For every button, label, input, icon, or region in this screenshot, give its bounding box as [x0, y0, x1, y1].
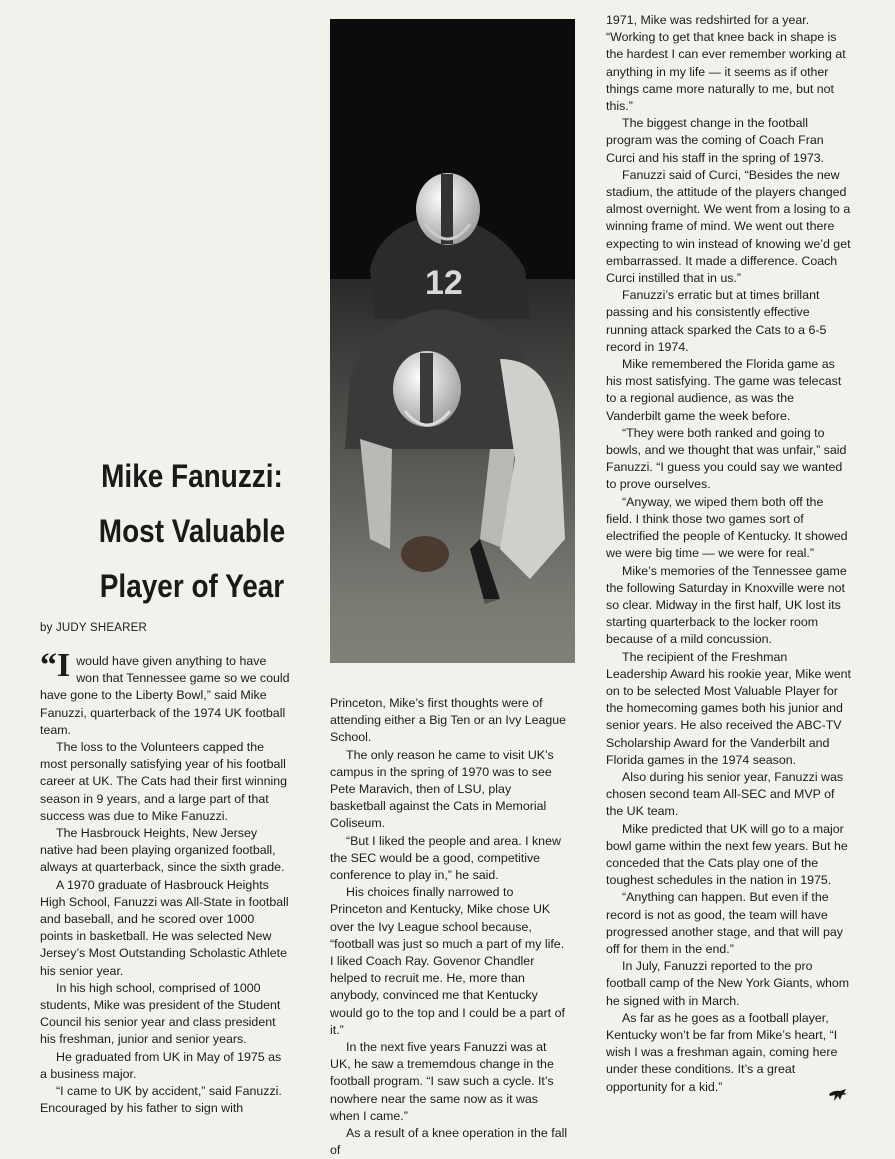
article-column-2: [330, 695, 568, 1159]
byline: by JUDY SHEARER: [40, 622, 147, 634]
headline: [80, 449, 304, 614]
headline-line-1: Mike Fanuzzi:: [101, 458, 283, 494]
headline-line-2: Most Valuable: [98, 513, 286, 549]
paragraph: In his high school, comprised of 1000 students, Mike was president of the Student Council his senior year and class president his freshman, junior and senior years.: [40, 980, 281, 1047]
paragraph: The Hasbrouck Heights, New Jersey native had been playing organized football, always at quarterback, since the sixth grade.: [40, 826, 285, 875]
football-players-image: [330, 19, 575, 663]
paragraph: Mike remembered the Florida game as his most satisfying. The game was telecast to a regional audience, as was the Vanderbilt game the week before.: [606, 357, 842, 423]
svg-text:12: 12: [425, 264, 463, 302]
paragraph: The biggest change in the football program was the coming of Coach Fran Curci and his staff in the spring of 1973.: [606, 116, 825, 165]
headline-line-3: Player of Year: [99, 568, 285, 604]
paragraph: He graduated from UK in May of 1975 as a business major.: [40, 1049, 282, 1081]
end-mark-icon: [828, 1088, 848, 1107]
paragraph: Also during his senior year, Fanuzzi was chosen second team All-SEC and MVP of the UK team.: [606, 769, 844, 819]
paragraph: 1971, Mike was redshirted for a year. “Working to get that knee back in shape is the hardest I can ever remember working at anything in my life — it seems as if other things came more naturally to me, but not this.”: [606, 13, 846, 114]
paragraph: In July, Fanuzzi reported to the pro football camp of the New York Giants, whom he signed with in March.: [606, 959, 850, 1008]
paragraph: The loss to the Volunteers capped the most personally satisfying year of his football career at UK. The Cats had their first winning season in 9 years, and a large part of that success was due to Mike Fanuzzi.: [40, 740, 288, 823]
wildcat-end-icon: [828, 1088, 848, 1102]
paragraph: In the next five years Fanuzzi was at UK, he saw a trememdous change in the football program. “I saw such a cycle. It’s nowhere near the same now as it was when I came.”: [330, 1040, 554, 1123]
paragraph: Fanuzzi’s erratic but at times brillant passing and his consistently effective running attack sparked the Cats to a 6-5 record in 1974.: [606, 288, 827, 354]
paragraph: Princeton, Mike’s first thoughts were of attending either a Big Ten or an Ivy League School.: [330, 696, 567, 745]
paragraph-text: would have given anything to have won that Tennessee game so we could have gone to the Liberty Bowl,” said Mike Fanuzzi, quarterback of the 1974 UK football team.: [40, 654, 290, 737]
first-paragraph: [40, 647, 290, 739]
paragraph: His choices finally narrowed to Princeton and Kentucky, Mike chose UK over the Ivy League school because, “football was just so much a part of my life. I liked Coach Ray. Govenor Chandler helped to recruit me. He, more than anybody, convinced me that Kentucky would go to the top and I could be a part of it.”: [330, 885, 565, 1037]
paragraph: A 1970 graduate of Hasbrouck Heights High School, Fanuzzi was All-State in football and baseball, and he scored over 1000 points in basketball. He was selected New Jersey’s Most Outstanding Scholastic Athlete his senior year.: [40, 877, 289, 978]
article-column-3: [606, 12, 852, 1096]
paragraph: As a result of a knee operation in the fall of: [330, 1126, 568, 1158]
paragraph: Fanuzzi said of Curci, “Besides the new stadium, the attitude of the players changed almost overnight. We went from a losing to a winning frame of mind. We went out there expecting to win instead of knowing we’d get embarrassed. It made a difference. Coach Curci instilled that in us.”: [606, 167, 851, 286]
paragraph: “I came to UK by accident,” said Fanuzzi. Encouraged by his father to sign with: [40, 1084, 282, 1116]
paragraph: The recipient of the Freshman Leadership Award his rookie year, Mike went on to be selected Most Valuable Player for the homecoming games both his junior and senior years. He also received the ABC-TV Scholarship Award for the Vanderbilt and Florida games in the 1974 season.: [606, 649, 851, 767]
paragraph: “Anyway, we wiped them both off the field. I think those two games sort of electrified the people of Kentucky. It showed we were big time — we were for real.”: [606, 494, 848, 561]
drop-cap: “I: [40, 647, 71, 684]
paragraph: Mike predicted that UK will go to a major bowl game within the next few years. But he conceded that the Cats play one of the toughest schedules in the nation in 1975.: [606, 821, 848, 888]
photo-credit: L. CYRUS: [886, 59, 895, 101]
paragraph: Mike’s memories of the Tennessee game the following Saturday in Knoxville were not so clear. Midway in the first half, UK lost its starting quarterback to the locker room because of a mild concussion.: [606, 563, 847, 647]
paragraph: “Anything can happen. But even if the record is not as good, the team will have progressed another stage, and that will pay off for them in the end.”: [606, 890, 843, 956]
paragraph: The only reason he came to visit UK’s campus in the spring of 1970 was to see Pete Maravich, then of LSU, play basketball against the Cats in Memorial Coliseum.: [330, 747, 554, 831]
paragraph: As far as he goes as a football player, Kentucky won’t be far from Mike’s heart, “I wish I was a freshman again, coming here under these conditions. It’s a great opportunity for a kid.”: [606, 1010, 838, 1094]
paragraph: “But I liked the people and area. I knew the SEC would be a good, competitive conference to play in,” he said.: [330, 833, 561, 883]
paragraph: “They were both ranked and going to bowls, and we thought that was unfair,” said Fanuzzi. “I guess you could say we wanted to prove ourselves.: [606, 425, 847, 492]
article-column-1: [40, 647, 290, 1117]
